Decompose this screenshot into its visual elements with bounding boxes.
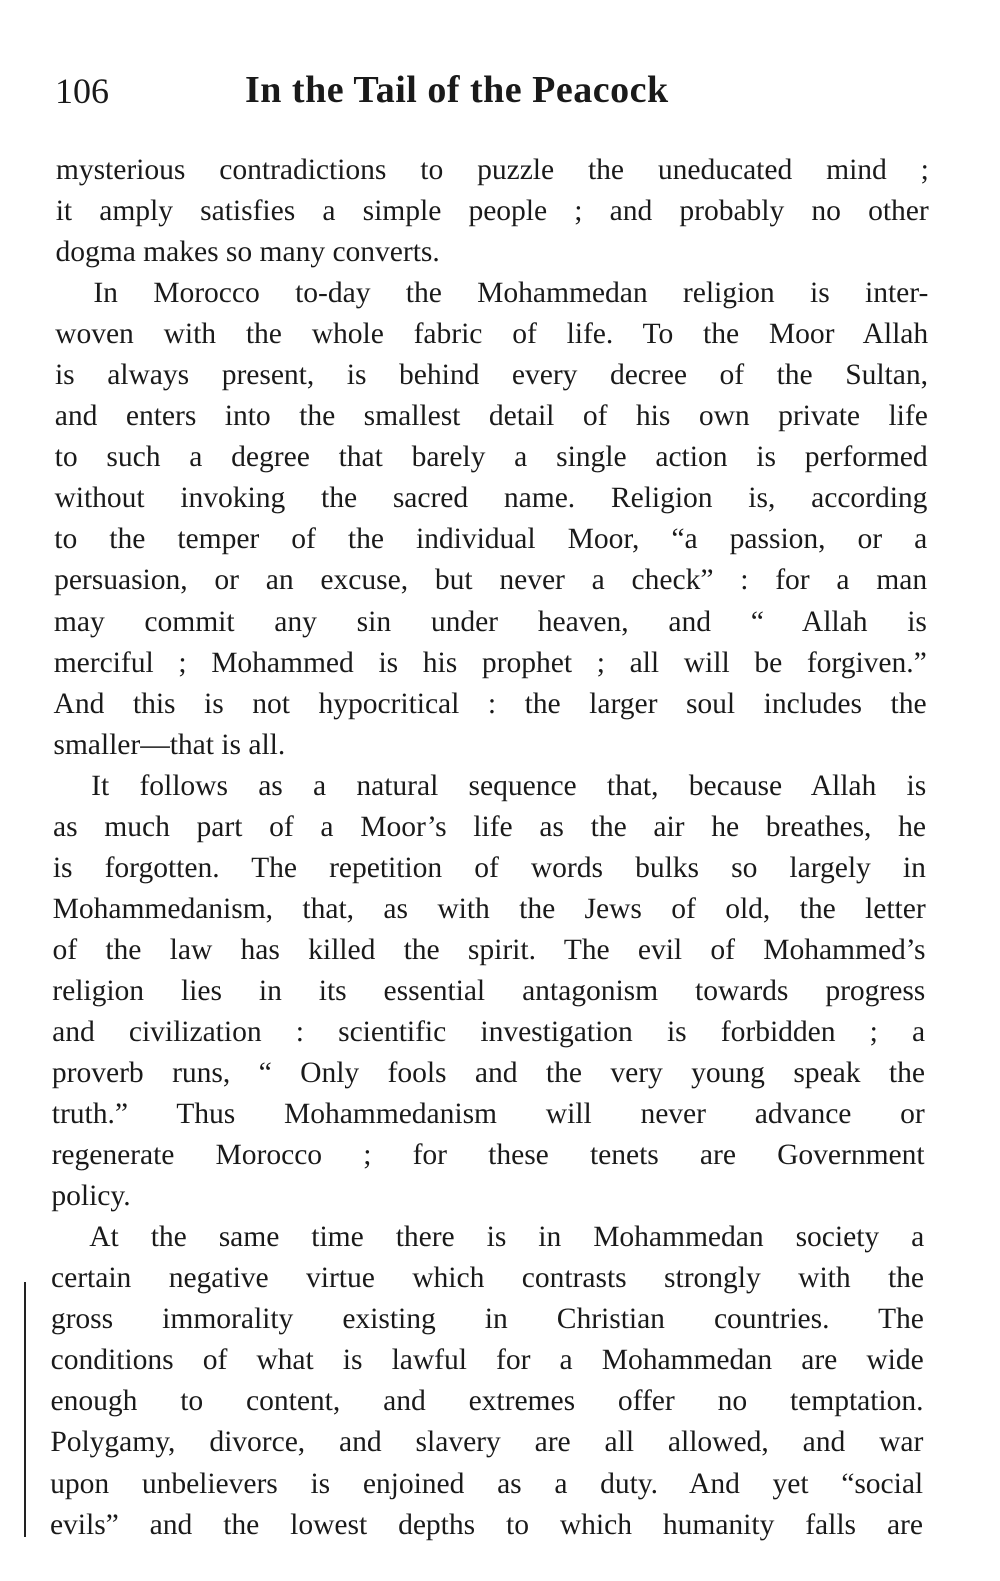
text-line: without invoking the sacred name. Religion is, according xyxy=(54,482,928,515)
text-line: to such a degree that barely a single action is performed xyxy=(54,441,928,474)
text-line: and civilization : scientific investigation is forbidden ; a xyxy=(52,1015,926,1048)
text-line: gross immorality existing in Christian countries. The xyxy=(50,1303,924,1336)
text-line: of the law has killed the spirit. The evil of Mohammed’s xyxy=(52,933,926,966)
text-line: persuasion, or an excuse, but never a check” : for a man xyxy=(54,564,928,597)
text-line: upon unbelievers is enjoined as a duty. And yet “social xyxy=(50,1467,924,1500)
text-line: evils” and the lowest depths to which humanity falls are xyxy=(49,1508,924,1541)
page-header xyxy=(55,70,935,120)
text-line: Mohammedanism, that, as with the Jews of old, the letter xyxy=(52,892,926,925)
text-line: In Morocco to-day the Mohammedan religion is inter- xyxy=(93,277,929,310)
text-line: regenerate Morocco ; for these tenets are Government xyxy=(51,1139,925,1172)
text-line: is forgotten. The repetition of words bulks so largely in xyxy=(52,851,926,884)
text-line: and enters into the smallest detail of his own private life xyxy=(54,400,928,433)
margin-line xyxy=(24,1282,26,1537)
running-title: In the Tail of the Peacock xyxy=(245,69,669,111)
text-line: it amply satisfies a simple people ; and probably no other xyxy=(55,195,929,228)
text-line: dogma makes so many converts. xyxy=(55,236,440,269)
text-line: merciful ; Mohammed is his prophet ; all will be forgiven.” xyxy=(53,646,927,679)
body-text xyxy=(50,150,929,1546)
text-line: woven with the whole fabric of life. To the Moor Allah xyxy=(55,318,929,351)
text-line: certain negative virtue which contrasts strongly with the xyxy=(51,1262,925,1295)
text-line: conditions of what is lawful for a Mohammedan are wide xyxy=(50,1344,924,1377)
text-line: At the same time there is in Mohammedan society a xyxy=(89,1221,925,1254)
text-line: as much part of a Moor’s life as the air he breathes, he xyxy=(52,810,927,843)
text-line: is always present, is behind every decree of the Sultan, xyxy=(54,359,929,392)
text-line: Polygamy, divorce, and slavery are all allowed, and war xyxy=(50,1426,924,1459)
text-line: religion lies in its essential antagonism towards progress xyxy=(52,974,926,1007)
text-line: to the temper of the individual Moor, “a passion, or a xyxy=(54,523,928,556)
text-line: It follows as a natural sequence that, because Allah is xyxy=(91,769,927,802)
text-line: proverb runs, “ Only fools and the very young speak the xyxy=(51,1057,926,1090)
page-number: 106 xyxy=(55,71,109,111)
text-line: And this is not hypocritical : the larger soul includes the xyxy=(53,687,927,720)
text-line: mysterious contradictions to puzzle the uneducated mind ; xyxy=(55,154,929,186)
text-line: truth.” Thus Mohammedanism will never advance or xyxy=(51,1098,925,1131)
text-line: may commit any sin under heaven, and “ Allah is xyxy=(53,605,928,638)
text-line: enough to content, and extremes offer no temptation. xyxy=(50,1385,924,1418)
text-line: policy. xyxy=(51,1180,131,1213)
text-line: smaller—that is all. xyxy=(53,728,286,761)
